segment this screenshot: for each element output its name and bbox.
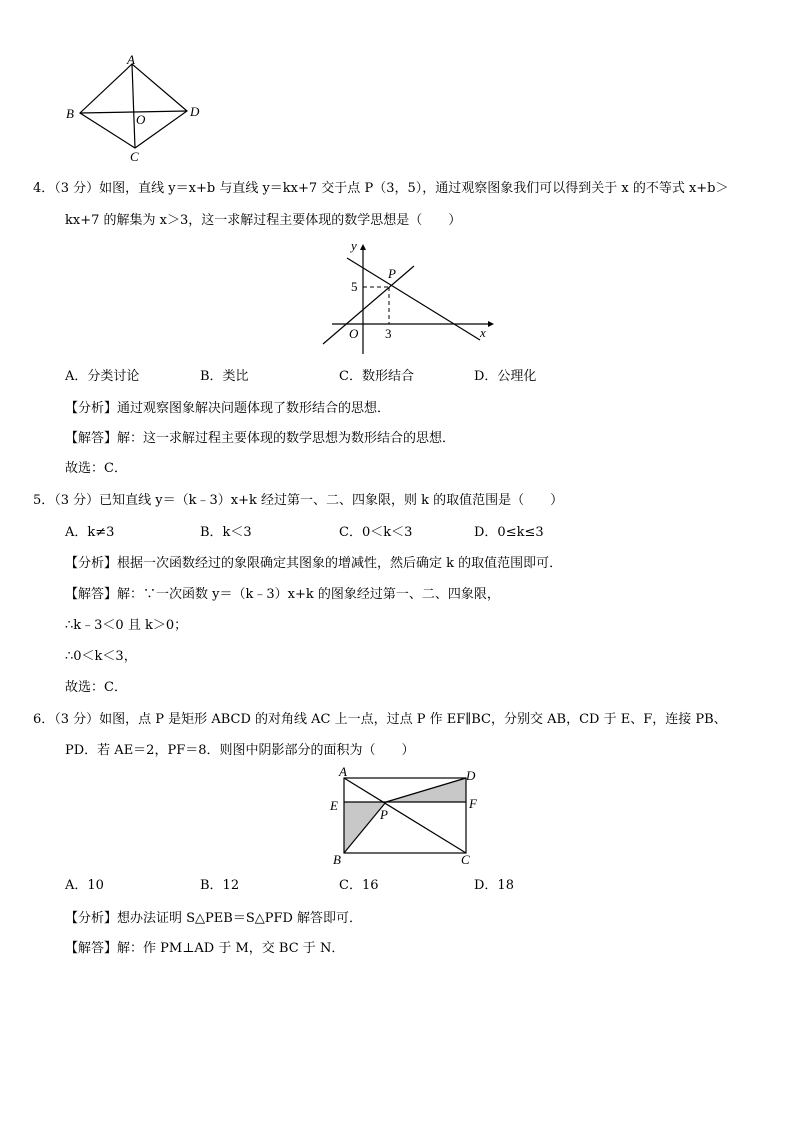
q5-analysis: 【分析】根据一次函数经过的象限确定其图象的增减性，然后确定 k 的取值范围即可． xyxy=(65,556,563,571)
q5-answer: 故选：C． xyxy=(65,680,127,695)
origin-label: O xyxy=(349,326,359,341)
label-c: C xyxy=(130,149,139,164)
q6-option-c: C．16 xyxy=(339,878,379,893)
point-p-label: P xyxy=(388,266,396,281)
label-p: P xyxy=(380,807,388,822)
rectangle-figure xyxy=(326,764,486,870)
label-b: B xyxy=(333,852,341,867)
label-d: D xyxy=(190,104,200,119)
q4-option-d: D．公理化 xyxy=(474,369,537,384)
q5-step-2: ∴0＜k＜3， xyxy=(65,649,137,664)
q5-stem: 5．（3 分）已知直线 y＝（k﹣3）x+k 经过第一、二、四象限，则 k 的取值范围是（ ） xyxy=(33,493,564,508)
rhombus-figure xyxy=(60,52,210,167)
q6-stem-line2: PD．若 AE＝2，PF＝8．则图中阴影部分的面积为（ ） xyxy=(65,743,415,758)
q6-solution: 【解答】解：作 PM⊥AD 于 M，交 BC 于 N． xyxy=(65,941,345,956)
q4-solution: 【解答】解：这一求解过程主要体现的数学思想为数形结合的思想． xyxy=(65,431,456,446)
q5-option-b: B．k＜3 xyxy=(200,525,252,540)
q4-option-b: B．类比 xyxy=(200,369,249,384)
label-o: O xyxy=(136,112,146,127)
axis-y-label: y xyxy=(351,238,357,253)
q4-line-graph xyxy=(318,236,498,356)
axis-x-label: x xyxy=(480,325,486,340)
q5-option-c: C．0＜k＜3 xyxy=(339,525,413,540)
label-a: A xyxy=(339,764,347,779)
q5-solution: 【解答】解：∵一次函数 y＝（k﹣3）x+k 的图象经过第一、二、四象限， xyxy=(65,587,500,602)
q6-option-d: D．18 xyxy=(474,878,514,893)
label-f: F xyxy=(469,796,477,811)
q6-analysis: 【分析】想办法证明 S△PEB＝S△PFD 解答即可． xyxy=(65,911,363,926)
label-b: B xyxy=(66,106,74,121)
q6-option-a: A．10 xyxy=(65,878,104,893)
q6-option-b: B．12 xyxy=(200,878,240,893)
q4-stem-line2: kx+7 的解集为 x＞3，这一求解过程主要体现的数学思想是（ ） xyxy=(65,213,462,228)
tick-3-label: 3 xyxy=(385,326,392,341)
label-c: C xyxy=(461,852,470,867)
tick-5-label: 5 xyxy=(351,279,358,294)
label-e: E xyxy=(330,798,338,813)
q4-option-a: A．分类讨论 xyxy=(65,369,140,384)
q6-stem-line1: 6．（3 分）如图，点 P 是矩形 ABCD 的对角线 AC 上一点，过点 P 作 EF∥BC，分别交 AB，CD 于 E、F，连接 PB、 xyxy=(33,712,727,727)
q5-step-1: ∴k﹣3＜0 且 k＞0； xyxy=(65,618,188,633)
q4-option-c: C．数形结合 xyxy=(339,369,414,384)
label-d: D xyxy=(466,768,476,783)
q4-analysis: 【分析】通过观察图象解决问题体现了数形结合的思想． xyxy=(65,401,391,416)
q4-stem-line1: 4．（3 分）如图，直线 y＝x+b 与直线 y＝kx+7 交于点 P（3，5），通过观察图象我们可以得到关于 x 的不等式 x+b＞ xyxy=(33,181,729,196)
label-a: A xyxy=(127,52,135,67)
q5-option-d: D．0≤k≤3 xyxy=(474,525,544,540)
q5-option-a: A．k≠3 xyxy=(65,525,115,540)
q4-answer: 故选：C． xyxy=(65,461,127,476)
